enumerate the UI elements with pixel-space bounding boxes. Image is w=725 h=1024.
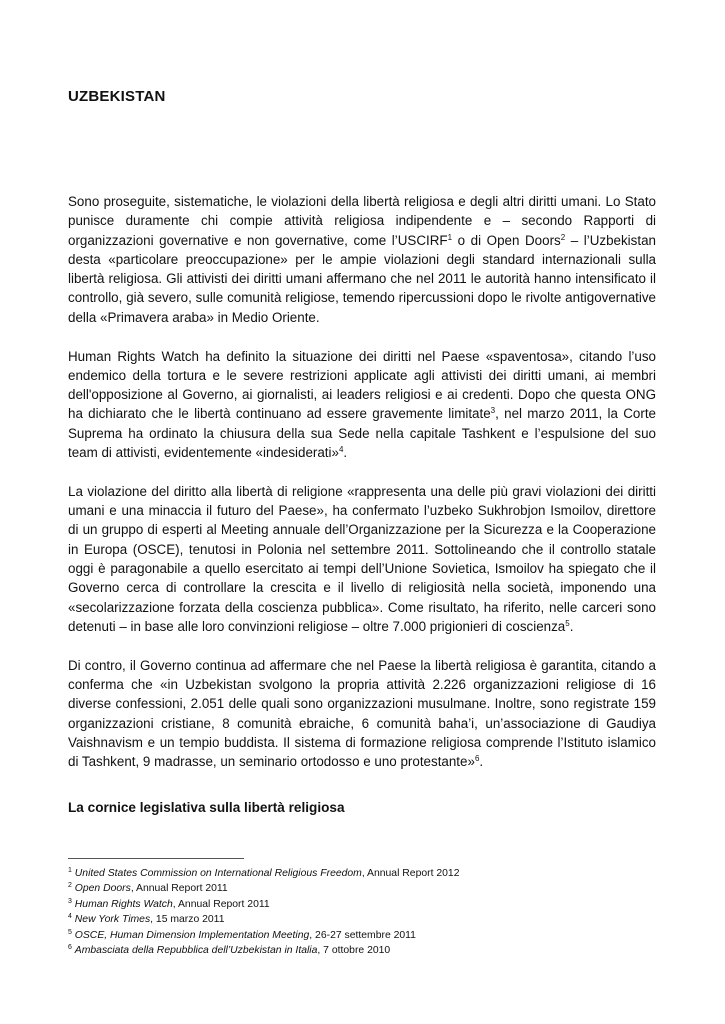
footnote-source: Ambasciata della Repubblica dell’Uzbekistan in Italia <box>74 945 318 957</box>
footnote-detail: , 7 ottobre 2010 <box>317 945 391 957</box>
footnote-source: OSCE, Human Dimension Implementation Meeting <box>74 929 310 941</box>
footnote-number: 2 <box>68 882 72 890</box>
footnote-ref-1[interactable]: 1 <box>447 232 453 242</box>
footnote-ref-3[interactable]: 3 <box>490 406 496 416</box>
footnote-ref-5[interactable]: 5 <box>565 618 570 628</box>
footnote-6 <box>68 943 668 958</box>
section-heading: La cornice legislativa sulla libertà religiosa <box>68 800 345 815</box>
footnote-detail: , 15 marzo 2011 <box>150 914 225 926</box>
body-text <box>68 192 656 791</box>
paragraph-text: . <box>569 618 574 634</box>
footnote-detail: , Annual Report 2012 <box>361 868 460 879</box>
footnote-5 <box>68 928 668 943</box>
footnote-number: 3 <box>68 897 72 905</box>
paragraph-4 <box>68 656 656 772</box>
footnote-number: 6 <box>68 944 72 952</box>
paragraph-text: Sono proseguite, sistematiche, le violazioni della libertà religiosa e degli altri diritti umani. Lo Stato punisce duramente chi compie attività religiosa indipendente e – secondo Rapporti di organizzazioni governative e non governative, come l’USCIRF <box>68 194 656 248</box>
footnote-divider <box>68 858 244 859</box>
footnote-ref-6[interactable]: 6 <box>474 754 480 764</box>
footnote-3 <box>68 897 668 912</box>
footnote-number: 5 <box>68 928 72 936</box>
paragraph-text: La violazione del diritto alla libertà di religione «rappresenta una delle più gravi violazioni dei diritti umani e una minaccia il futuro del Paese», ha confermato l’uzbeko Sukhrobjon Ismoilov, direttore di un gruppo di esperti al Meeting annuale dell’Organizzazione per la Sicurezza e la Cooperazione in Europa (OSCE), tenutosi in Polonia nel settembre 2011. Sottolineando che il controllo statale oggi è paragonabile a quello esercitato ai tempi dell’Unione Sovietica, Ismoilov ha spiegato che il Governo cerca di controllare la crescita e il livello di religiosità nella società, imponendo una «secolarizzazione forzata della coscienza pubblica». Come risultato, ha riferito, nelle carceri sono detenuti – in base alle loro convinzioni religiose – oltre 7.000 prigionieri di coscienza <box>68 483 656 634</box>
footnote-source: Open Doors <box>74 883 131 895</box>
page-title: UZBEKISTAN <box>68 88 166 105</box>
paragraph-text: Di contro, il Governo continua ad affermare che nel Paese la libertà religiosa è garantita, citando a conferma che «in Uzbekistan svolgono la propria attività 2.226 organizzazioni religiose di 16 diverse confessioni, 2.051 delle quali sono organizzazioni musulmane. Inoltre, sono registrate 159 organizzazioni cristiane, 8 comunità ebraiche, 6 comunità baha’i, un’associazione di Gaudiya Vaishnavism e un tempio buddista. Il sistema di formazione religiosa comprende l’Istituto islamico di Tashkent, 9 madrasse, un seminario ortodosso e uno protestante» <box>68 657 656 770</box>
paragraph-text: Human Rights Watch ha definito la situazione dei diritti nel Paese «spaventosa», citando l’uso endemico della tortura e le severe restrizioni applicate agli attivisti dei diritti umani, ai membri dell'opposizione al Governo, ai giornalisti, ai leaders religiosi e ai credenti. Dopo che questa ONG ha dichiarato che le libertà continuano ad essere gravemente limitate <box>68 348 656 422</box>
footnote-ref-4[interactable]: 4 <box>338 445 344 455</box>
footnote-detail: , 26-27 settembre 2011 <box>309 929 416 941</box>
footnote-1 <box>68 866 668 881</box>
footnotes <box>68 866 668 958</box>
paragraph-text: , nel marzo 2011, la Corte Suprema ha ordinato la chiusura della sua Sede nella capitale Tashkent e l’espulsione del suo team di attivisti, evidentemente «indesiderati» <box>68 406 656 461</box>
paragraph-text: – l’Uzbekistan desta «particolare preoccupazione» per le ampie violazioni degli standard internazionali sulla libertà religiosa. Gli attivisti dei diritti umani affermano che nel 2011 le autorità hanno intensificato il controllo, già severo, sulle comunità religiose, temendo ripercussioni dopo le rivolte antigovernative della «Primavera araba» in Medio Oriente. <box>68 232 656 325</box>
footnote-source: New York Times <box>74 914 151 926</box>
footnote-number: 1 <box>68 867 72 874</box>
paragraph-text: o di Open Doors <box>452 232 561 248</box>
footnote-detail: , Annual Report 2011 <box>172 898 270 910</box>
footnote-source: Human Rights Watch <box>74 898 173 910</box>
footnote-4 <box>68 912 668 927</box>
footnote-number: 4 <box>68 913 72 921</box>
footnote-detail: , Annual Report 2011 <box>130 883 228 895</box>
paragraph-2 <box>68 347 656 463</box>
paragraph-text: . <box>343 445 348 461</box>
footnote-source: United States Commission on International Religious Freedom <box>74 868 362 879</box>
paragraph-text: . <box>479 754 484 770</box>
footnote-2 <box>68 881 668 896</box>
paragraph-1 <box>68 192 656 327</box>
paragraph-3 <box>68 482 656 636</box>
footnote-ref-2[interactable]: 2 <box>560 232 566 242</box>
